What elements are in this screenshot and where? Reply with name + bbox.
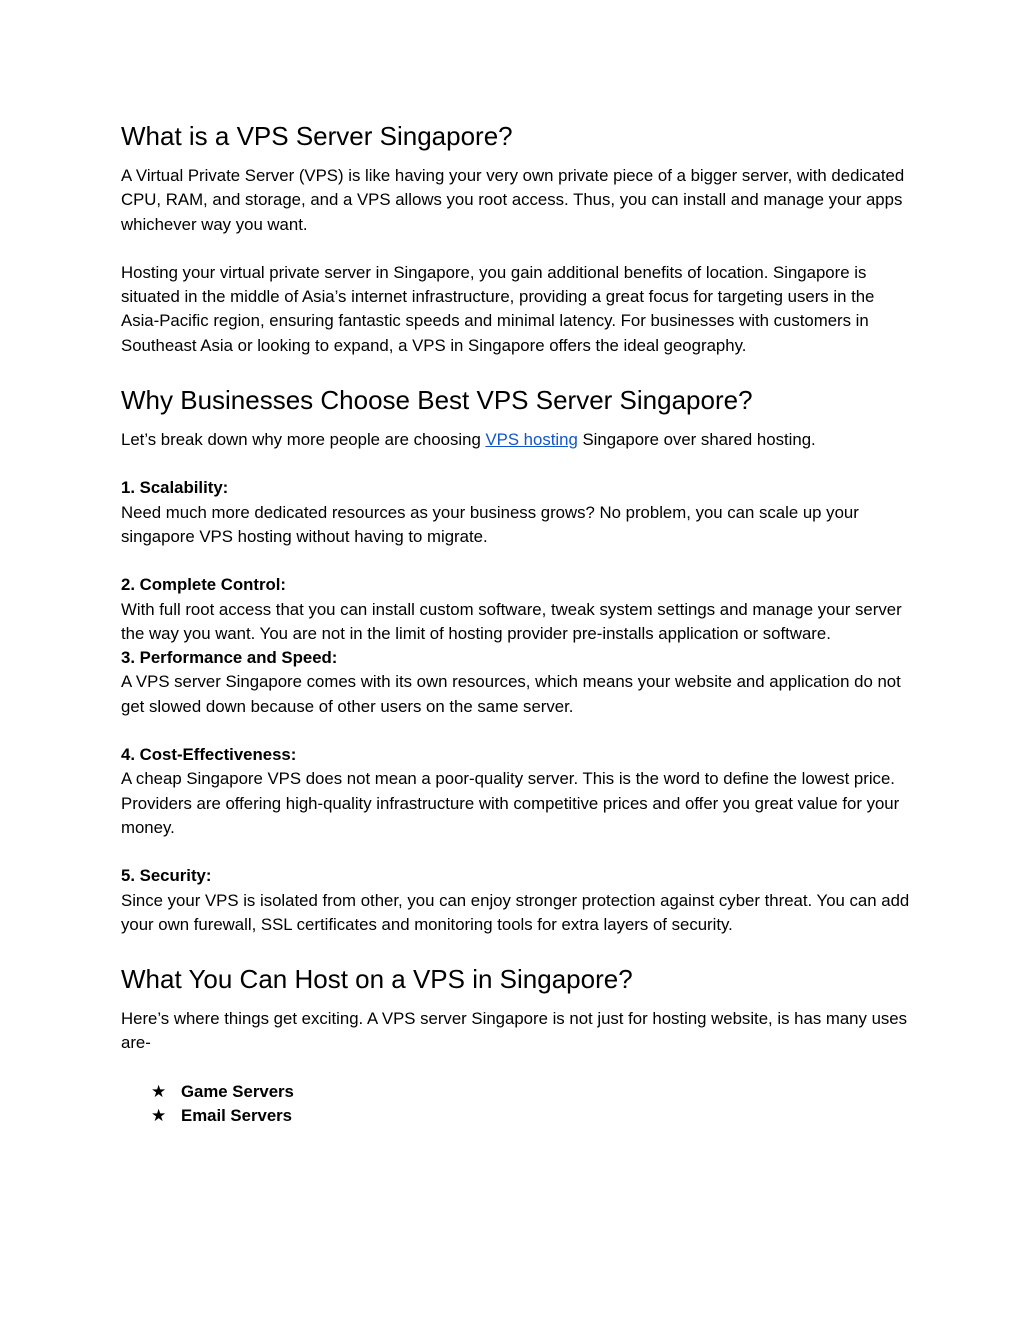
benefit-cost-effectiveness [121,743,911,840]
benefit-performance-speed [121,646,911,719]
heading-what-is-vps: What is a VPS Server Singapore? [121,121,513,151]
heading-why-businesses-choose: Why Businesses Choose Best VPS Server Singapore? [121,385,753,416]
document-page [121,118,911,1128]
paragraph-why-intro [121,428,911,452]
benefit-title: 3. Performance and Speed: [121,648,338,668]
benefit-security [121,864,911,937]
benefit-title: 2. Complete Control: [121,575,287,595]
benefit-scalability [121,476,911,549]
paragraph-singapore-location: Hosting your virtual private server in Singapore, you gain additional benefits of location. Singapore is situated in the middle of Asia’s internet infrastructure, providing a great focus for targeting users in the Asia-Pacific region, ensuring fantastic speeds and minimal latency. For businesses with customers in Southeast Asia or looking to expand, a VPS in Singapore offers the ideal geography. [121,262,875,355]
benefit-text: A cheap Singapore VPS does not mean a poor-quality server. This is the word to define the lowest price. Providers are offering high-quality infrastructure with competitive prices and offer you great value for your money. [121,769,900,837]
vps-hosting-link[interactable]: VPS hosting [485,430,578,450]
list-item-label: Game Servers [181,1081,294,1101]
heading-what-you-can-host: What You Can Host on a VPS in Singapore? [121,964,633,995]
benefit-title: 5. Security: [121,866,212,886]
benefit-text: A VPS server Singapore comes with its own resources, which means your website and application do not get slowed down because of other users on the same server. [121,672,901,716]
uses-list [121,1080,911,1129]
star-icon: ★ [151,1106,167,1127]
benefit-title: 4. Cost-Effectiveness: [121,745,297,765]
benefit-title: 1. Scalability: [121,478,229,498]
list-item [151,1080,911,1104]
list-item [151,1104,911,1128]
benefit-text: Since your VPS is isolated from other, you can enjoy stronger protection against cyber threat. You can add your own furewall, SSL certificates and monitoring tools for extra layers of security. [121,890,910,934]
benefit-text: Need much more dedicated resources as your business grows? No problem, you can scale up your singapore VPS hosting without having to migrate. [121,502,859,546]
benefit-text: With full root access that you can install custom software, tweak system settings and manage your server the way you want. You are not in the limit of hosting provider pre-installs application or software. [121,599,902,643]
intro-text-after: Singapore over shared hosting. [577,430,816,450]
paragraph-vps-definition: A Virtual Private Server (VPS) is like having your very own private piece of a bigger server, with dedicated CPU, RAM, and storage, and a VPS allows you root access. Thus, you can install and manage your apps whichever way you want. [121,166,905,234]
list-item-label: Email Servers [181,1106,293,1126]
intro-text-before: Let’s break down why more people are choosing [121,430,486,450]
star-icon: ★ [151,1081,167,1102]
benefit-complete-control [121,573,911,646]
paragraph-host-intro: Here’s where things get exciting. A VPS server Singapore is not just for hosting website, is has many uses are- [121,1009,908,1053]
